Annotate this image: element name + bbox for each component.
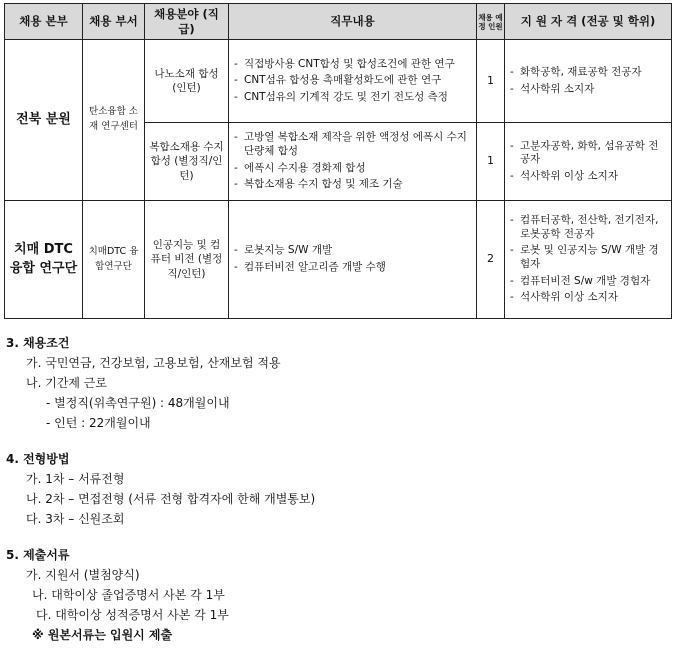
section-note: ※ 원본서류는 입원시 제출 — [32, 628, 173, 642]
section-screening — [6, 449, 666, 529]
hq-cell: 전북 분원 — [5, 40, 83, 201]
duty-item: - 복합소재용 수지 합성 및 제조 기술 — [233, 178, 472, 192]
section-title: 4. 전형방법 — [6, 452, 70, 466]
dept-cell: 탄소융합 소재 연구센터 — [83, 40, 145, 201]
duty-item: - 컴퓨터비전 알고리즘 개발 수행 — [233, 261, 472, 275]
qualification-item: - 고분자공학, 화학, 섬유공학 전공자 — [509, 140, 667, 167]
section-line: 가. 1차 – 서류전형 — [26, 472, 125, 486]
count-cell: 2 — [477, 201, 505, 319]
hq-cell: 치매 DTC 융합 연구단 — [5, 201, 83, 319]
section-title: 3. 채용조건 — [6, 336, 70, 350]
table-row — [5, 40, 672, 123]
qualification-item: - 석사학위 이상 소지자 — [509, 170, 667, 184]
section-line: 다. 3차 – 신원조회 — [26, 512, 125, 526]
conditions-sections — [6, 333, 666, 661]
duty-item: - 로봇지능 S/W 개발 — [233, 244, 472, 258]
section-line: 다. 대학이상 성적증명서 사본 각 1부 — [36, 608, 229, 622]
header-field: 채용분야 (직급) — [145, 4, 229, 40]
qualification-item: - 석사학위 소지자 — [509, 83, 667, 97]
header-hq: 채용 본부 — [5, 4, 83, 40]
qualifications-cell — [505, 123, 672, 201]
qualification-item: - 컴퓨터공학, 전산학, 전기전자, 로봇공학 전공자 — [509, 214, 667, 241]
count-cell: 1 — [477, 123, 505, 201]
section-line: 나. 2차 – 면접전형 (서류 전형 합격자에 한해 개별통보) — [26, 492, 316, 506]
duty-item: - 에폭시 수지용 경화제 합성 — [233, 162, 472, 176]
qualification-item: - 로봇 및 인공지능 S/W 개발 경험자 — [509, 244, 667, 271]
qualification-item: - 화학공학, 재료공학 전공자 — [509, 66, 667, 80]
section-documents — [6, 545, 666, 645]
qualification-item: - 석사학위 이상 소지자 — [509, 291, 667, 305]
section-line: 나. 기간제 근로 — [26, 376, 107, 390]
field-cell: 나노소재 합성 (인턴) — [145, 40, 229, 123]
section-title: 5. 제출서류 — [6, 548, 70, 562]
section-line: 가. 지원서 (별첨양식) — [26, 568, 140, 582]
qualifications-cell — [505, 201, 672, 319]
duty-item: - 고방열 복합소재 제작을 위한 액정성 에폭시 수지 단량체 합성 — [233, 131, 472, 158]
header-count: 채용 예정 인원 — [477, 4, 505, 40]
section-line: 나. 대학이상 졸업증명서 사본 각 1부 — [32, 588, 225, 602]
duties-cell — [229, 40, 477, 123]
duty-item: - 직접방사용 CNT합성 및 합성조건에 관한 연구 — [233, 58, 472, 72]
duty-item: - CNT섬유의 기계적 강도 및 전기 전도성 측정 — [233, 91, 472, 105]
section-line: - 인턴 : 22개월이내 — [46, 416, 151, 430]
table-header-row — [5, 4, 672, 40]
qualification-item: - 컴퓨터비전 S/w 개발 경험자 — [509, 275, 667, 289]
dept-cell: 치매DTC 융합연구단 — [83, 201, 145, 319]
header-dept: 채용 부서 — [83, 4, 145, 40]
field-cell: 인공지능 및 컴퓨터 비전 (별정직/인턴) — [145, 201, 229, 319]
duty-item: - CNT섬유 합성용 촉매활성화도에 관한 연구 — [233, 74, 472, 88]
qualifications-cell — [505, 40, 672, 123]
duties-cell — [229, 201, 477, 319]
header-qualifications: 지 원 자 격 (전공 및 학위) — [505, 4, 672, 40]
table-row — [5, 201, 672, 319]
section-conditions — [6, 333, 666, 433]
header-duties: 직무내용 — [229, 4, 477, 40]
recruitment-table — [4, 3, 672, 319]
field-cell: 복합소재용 수지합성 (별정직/인턴) — [145, 123, 229, 201]
duties-cell — [229, 123, 477, 201]
section-line: 가. 국민연금, 건강보험, 고용보험, 산재보험 적용 — [26, 356, 281, 370]
section-line: - 별정직(위촉연구원) : 48개월이내 — [46, 396, 230, 410]
count-cell: 1 — [477, 40, 505, 123]
